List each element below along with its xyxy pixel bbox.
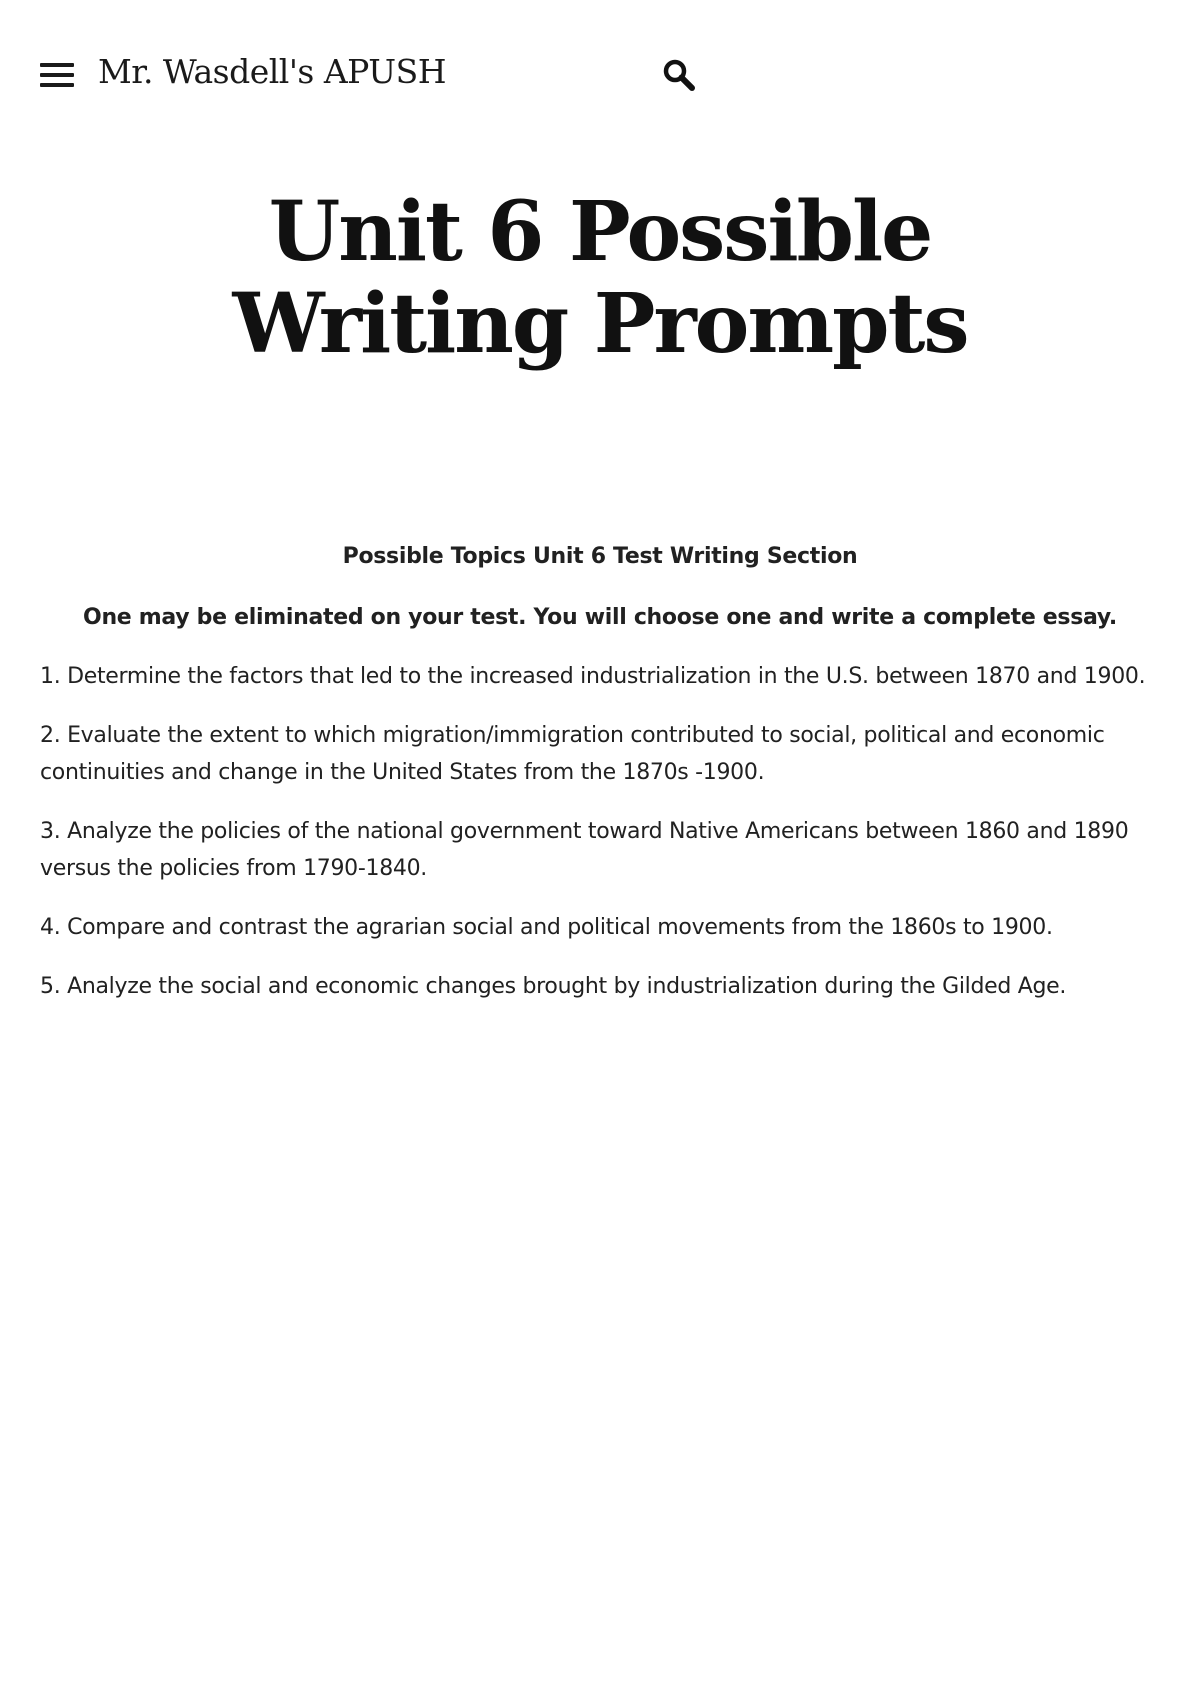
page-content (40, 538, 1160, 1027)
prompt-item: 2. Evaluate the extent to which migration/immigration contributed to social, political and economic continuities and change in the United States from the 1870s -1900. (40, 723, 1105, 785)
top-bar (0, 0, 1200, 150)
search-icon[interactable] (660, 56, 700, 96)
hamburger-menu-icon[interactable] (40, 60, 76, 90)
menu-bar-line (40, 73, 74, 77)
section-subheading: One may be eliminated on your test. You will choose one and write a complete essay. (83, 605, 1117, 630)
menu-bar-line (40, 63, 74, 67)
prompt-item: 5. Analyze the social and economic changes brought by industrialization during the Gilded Age. (40, 974, 1067, 999)
menu-bar-line (40, 83, 74, 87)
section-heading: Possible Topics Unit 6 Test Writing Section (342, 544, 858, 569)
prompt-item: 1. Determine the factors that led to the increased industrialization in the U.S. between 1870 and 1900. (40, 664, 1146, 689)
prompt-item: 4. Compare and contrast the agrarian social and political movements from the 1860s to 1900. (40, 915, 1053, 940)
site-title[interactable]: Mr. Wasdell's APUSH (98, 52, 446, 91)
page-title: Unit 6 Possible Writing Prompts (232, 184, 968, 372)
prompt-item: 3. Analyze the policies of the national government toward Native Americans between 1860 and 1890 versus the policies from 1790-1840. (40, 819, 1129, 881)
